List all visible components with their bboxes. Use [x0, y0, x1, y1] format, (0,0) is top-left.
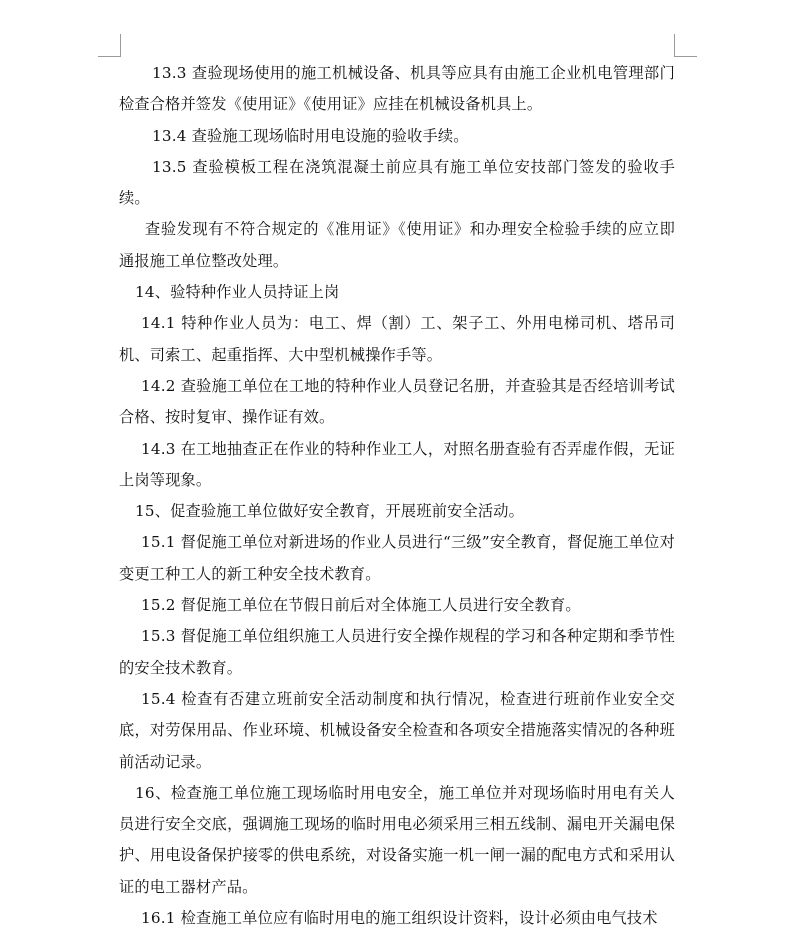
document-body [119, 58, 675, 934]
heading-15: 15、促查验施工单位做好安全教育，开展班前安全活动。 [135, 502, 525, 521]
paragraph-13-3: 13.3 查验现场使用的施工机械设备、机具等应具有由施工企业机电管理部门检查合格并签发《使用证》《使用证》应挂在机械设备机具上。 [119, 64, 675, 114]
paragraph-15-1: 15.1 督促施工单位对新进场的作业人员进行“三级”安全教育，督促施工单位对变更工种工人的新工种安全技术教育。 [119, 533, 675, 583]
paragraph-14-3: 14.3 在工地抽查正在作业的特种作业工人，对照名册查验有否弄虚作假，无证上岗等现象。 [119, 439, 675, 489]
paragraph-15-3: 15.3 督促施工单位组织施工人员进行安全操作规程的学习和各种定期和季节性的安全技术教育。 [119, 627, 675, 677]
paragraph-13-5: 13.5 查验模板工程在浇筑混凝土前应具有施工单位安技部门签发的验收手续。 [119, 157, 675, 208]
heading-16: 16、检查施工单位施工现场临时用电安全，施工单位并对现场临时用电有关人员进行安全交底，强调施工现场的临时用电必须采用三相五线制、漏电开关漏电保护、用电设备保护接零的供电系统，对设备实施一机一闸一漏的配电方式和采用认证的电工器材产品。 [119, 783, 675, 896]
paragraph-inspection-notice: 查验发现有不符合规定的《准用证》《使用证》和办理安全检验手续的应立即通报施工单位整改处理。 [119, 220, 675, 270]
paragraph-15-4: 15.4 检查有否建立班前安全活动制度和执行情况，检查进行班前作业安全交底，对劳保用品、作业环境、机械设备安全检查和各项安全措施落实情况的各种班前活动记录。 [119, 689, 675, 771]
paragraph-14-1: 14.1 特种作业人员为：电工、焊（割）工、架子工、外用电梯司机、塔吊司机、司索工、起重指挥、大中型机械操作手等。 [119, 314, 675, 364]
paragraph-13-4: 13.4 查验施工现场临时用电设施的验收手续。 [152, 126, 469, 145]
paragraph-14-2: 14.2 查验施工单位在工地的特种作业人员登记名册，并查验其是否经培训考试合格、按时复审、操作证有效。 [119, 376, 675, 427]
paragraph-15-2: 15.2 督促施工单位在节假日前后对全体施工人员进行安全教育。 [141, 596, 581, 615]
crop-mark-top-right [674, 34, 697, 57]
heading-14: 14、验特种作业人员持证上岗 [135, 283, 340, 302]
paragraph-16-1: 16.1 检查施工单位应有临时用电的施工组织设计资料，设计必须由电气技术 [141, 909, 658, 928]
crop-mark-top-left [98, 34, 121, 57]
